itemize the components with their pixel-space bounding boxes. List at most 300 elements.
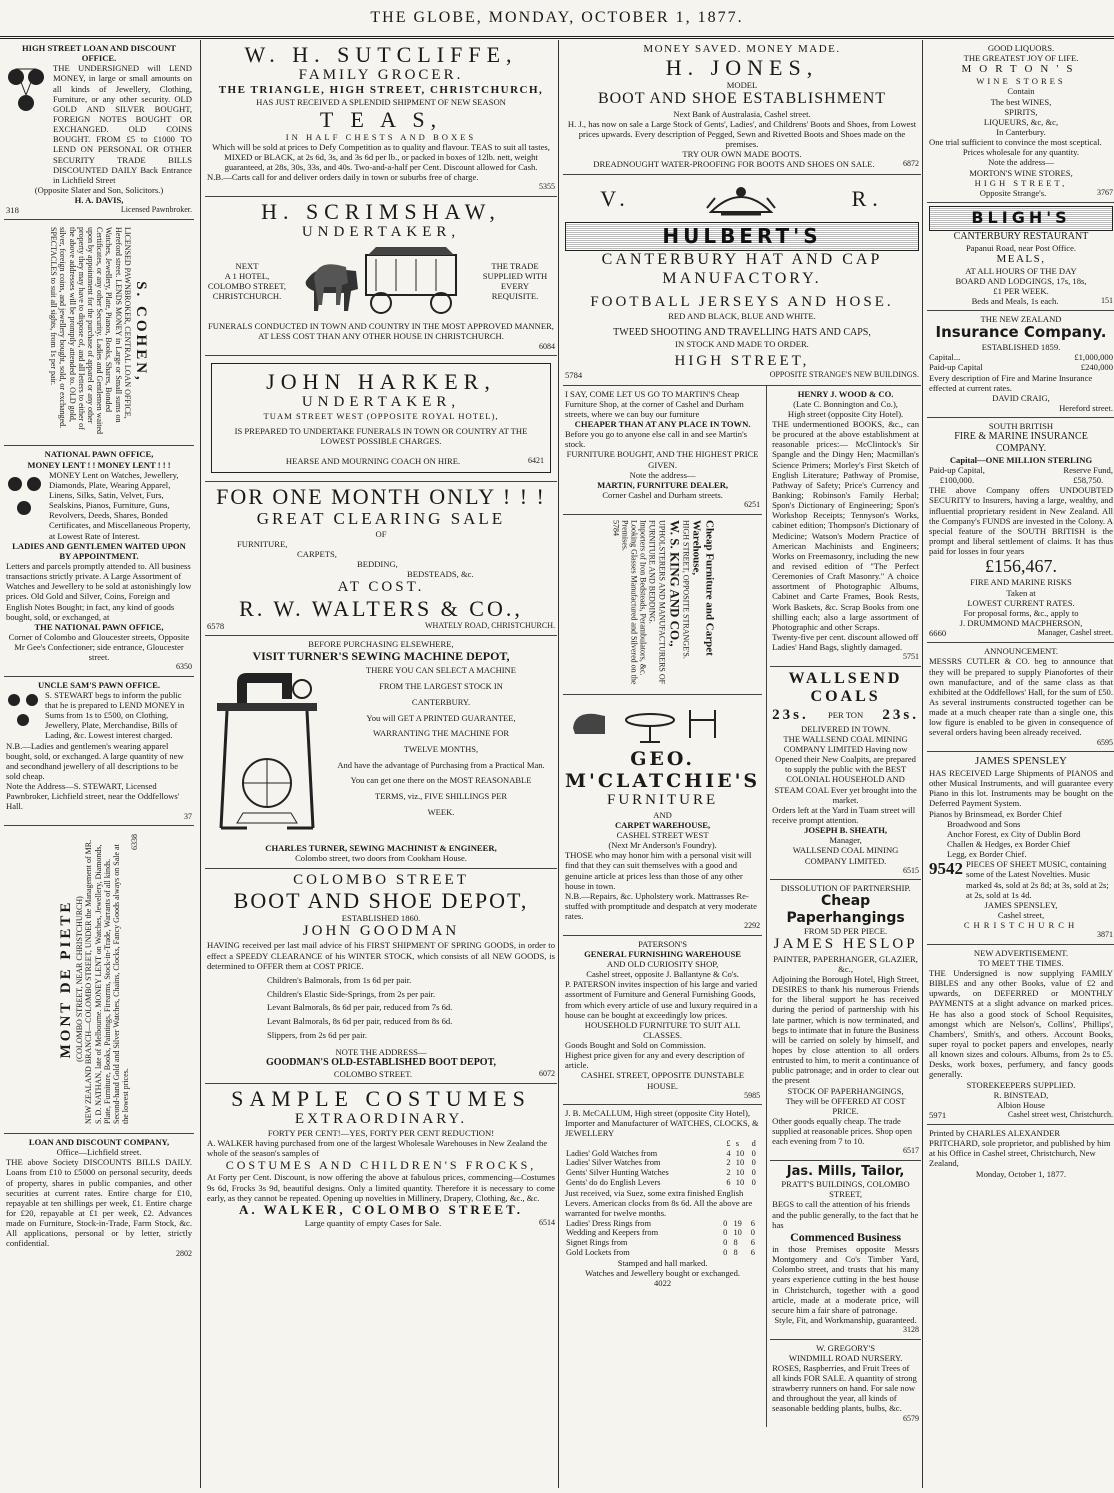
price-table — [565, 1139, 760, 1189]
ad-hulbert — [563, 175, 921, 386]
ad-before: Before you go to anyone else call in and see Martin's stock. — [565, 429, 747, 450]
ad-name: MARTIN, FURNITURE DEALER, — [597, 479, 729, 490]
ad-mills — [770, 1161, 921, 1340]
ad-title: FURNITURE — [606, 792, 719, 809]
ad-per: PER TON — [827, 710, 864, 721]
ad-mont-de-piete — [4, 826, 194, 1134]
ad-walters — [205, 482, 557, 636]
ad-name: JOHN HARKER, — [266, 369, 496, 395]
ad-mtitle: Manager, Cashel street. — [1037, 628, 1113, 638]
ad-cutler — [927, 643, 1114, 752]
ad-name: JAMES HESLOP — [773, 936, 918, 953]
ad-body2: in those Premises opposite Messrs Montgomery and Co's Timber Yard, Colombo street, and trusts that his many years experience cutting in the best house in Christchurch, together with a good article, made at a moderate price, will secure him a fair share of patronage. — [772, 1244, 919, 1315]
imprint-date: Monday, October 1, 1877. — [975, 1168, 1067, 1179]
column-3 — [558, 40, 921, 1488]
ad-ref: 3871 — [1097, 930, 1113, 940]
ad-body: HAS RECEIVED Large Shipments of PIANOS and other Musical Instruments, and will guarantee every Piano in this lot. Instruments may be bought on the Deferred Payment System. — [929, 767, 1113, 809]
ad-sutcliffe — [205, 40, 557, 197]
ad-importers: Importers of Iron Bedsteads, Perambulators, &c. — [638, 519, 648, 676]
ad-list-item: Broadwood and Sons — [947, 818, 1021, 829]
ad-ref: 6514 — [539, 1217, 555, 1227]
ad-heading: NATIONAL PAWN OFFICE, — [44, 449, 154, 460]
ad-address: Next Bank of Australasia, Cashel street. — [673, 108, 811, 119]
ad-line: And have the advantage of Purchasing from a Practical Man. — [337, 759, 545, 770]
ad-discount: Twenty-five per cent. discount allowed off Ladies' Hand Bags, slightly damaged. — [772, 632, 919, 653]
ad-bligh — [927, 203, 1114, 311]
ad-pianos: Pianos by Brinsmead, ex Border Chief — [929, 808, 1062, 819]
side-line: SUPPLIED WITH — [482, 271, 548, 282]
ad-item: BEDSTEADS, &c. — [407, 569, 474, 580]
ad-sub: Office—Lichfield street. — [56, 1147, 142, 1158]
ad-street: HIGH STREET, — [674, 353, 810, 370]
ad-cheaper: CHEAPER THAN AT ANY PLACE IN TOWN. — [574, 419, 751, 430]
ad-addr1: MORTON'S WINE STORES, — [969, 167, 1073, 178]
ad-body: MESSRS CUTLER & CO. beg to announce that they will be prepared to supply Pianofortes of their own manufacture, and of the same class as that exhibited at the Oddfellows' Hall, for the sum of £50. As several instruments constructed together can be made at a much cheaper rate than a single one, this low figure is enabled to be given in consequence of several orders having been already received. — [929, 656, 1113, 738]
ad-est: ESTABLISHED 1859. — [981, 342, 1061, 353]
ad-note: (Opposite Slater and Son, Solicitors.) — [34, 184, 164, 195]
ad-address: Cashel street west, Christchurch. — [1007, 1109, 1113, 1119]
ad-wood — [770, 386, 921, 667]
ad-item: CARPETS, — [297, 549, 337, 560]
ad-body: IS PREPARED TO UNDERTAKE FUNERALS IN TOWN OR COUNTRY AT THE LOWEST POSSIBLE CHARGES. — [234, 425, 528, 446]
ad-south-british — [927, 418, 1114, 643]
ad-heading: LOAN AND DISCOUNT COMPANY, — [28, 1137, 170, 1148]
ad-address: GOODMAN'S OLD-ESTABLISHED BOOT DEPOT, — [265, 1056, 497, 1068]
ad-name: W. S. KING AND CO., — [666, 519, 682, 647]
ad-price: 23s. — [772, 706, 809, 723]
ad-heading: ANNOUNCEMENT. — [983, 646, 1059, 657]
ad-address: High street (opposite City Hotel). — [787, 408, 904, 419]
ad-highest: Highest price given for any and every description of article. — [565, 1050, 745, 1071]
ad-amount: £156,467. — [985, 556, 1057, 577]
ad-ref: 5784 — [610, 519, 620, 536]
ad-item: LIQUEURS, &c, &c, — [983, 116, 1059, 127]
table-row: Ladies' Silver Watches from 2 10 0 — [566, 1158, 756, 1168]
ad-harker — [205, 356, 557, 482]
ad-title: CANTERBURY HAT AND CAP MANUFACTORY. — [601, 251, 883, 287]
masthead-title: THE GLOBE, MONDAY, OCTOBER 1, 1877. — [0, 0, 1114, 39]
ad-body: ROSES, Raspberries, and Fruit Trees of all kinds FOR SALE. A quantity of strong strawberry runners on hand. For sale now and throughout the year, all kinds of seasonable bedding plants, bulbs, &c. — [772, 1362, 917, 1414]
ad-house: Albion House — [997, 1099, 1045, 1110]
ad-of: OF — [375, 528, 387, 539]
ad-list-item: Anchor Forest, ex City of Dublin Bord — [947, 828, 1081, 839]
ad-ref: 2802 — [176, 1248, 192, 1258]
ad-manager: J. DRUMMOND MACPHERSON, — [959, 618, 1083, 629]
ad-title: Licensed Pawnbroker. — [120, 205, 192, 215]
ad-body: THE WALLSEND COAL MINING COMPANY LIMITED Having now Opened their New Coalpits, are prepared to supply the public with the BEST COLONIAL HOUSEHOLD AND STEAM COAL Ever yet brought into the market. — [774, 733, 917, 805]
ad-ref: 6515 — [903, 865, 919, 875]
ad-addr3: Opposite Strange's. — [979, 187, 1047, 198]
table-header: £ — [726, 1138, 731, 1148]
ad-and: AND — [653, 809, 672, 820]
ad-body: MONEY Lent on Watches, Jewellery, Diamonds, Plate, Wearing Apparel, Linens, Silks, Satin, Velvet, Furs, Sealskins, Pianos, Furniture, Guns, Revolvers, Deeds, Shares, Bonded Certificates, and Miscellaneous Property, at Lowest Rate of Interest. — [49, 469, 191, 541]
ad-ref: 6660 — [929, 628, 947, 639]
side-line: COLOMBO STREET, — [207, 281, 287, 292]
ad-list-item: Legg, ex Border Chief. — [947, 849, 1027, 860]
ad-new: NEW ADVERTISEMENT. — [973, 947, 1069, 958]
ad-contain: Contain — [1007, 86, 1035, 97]
ad-ref: 4022 — [653, 1278, 672, 1289]
ad-cohen — [4, 220, 194, 446]
ad-store: STOREKEEPERS SUPPLIED. — [966, 1079, 1076, 1090]
ad-title: MONT DE PIETE — [58, 899, 75, 1059]
ad-ref: 6350 — [176, 662, 192, 672]
ad-board: BOARD AND LODGINGS, 17s, 18s, — [955, 275, 1087, 286]
ad-ref: 6084 — [539, 341, 555, 351]
ad-scrimshaw — [205, 197, 557, 356]
ad-list-item: Levant Balmorals, 8s 6d per pair, reduced from 8s 6d. — [267, 1016, 453, 1027]
ad-commenced: Commenced Business — [790, 1229, 902, 1244]
ad-address: Note the Address—S. STEWART, Licensed Pawnbroker, Lichfield street, near the Oddfellows' Hall. — [6, 781, 180, 812]
ad-name: JOHN GOODMAN — [302, 923, 460, 940]
ad-address: CASHEL STREET WEST — [616, 829, 709, 840]
ad-city: CHRISTCHURCH — [963, 920, 1079, 931]
ad-colors: RED AND BLACK, BLUE AND WHITE. — [668, 311, 816, 322]
ad-nb: N.B.—Ladies and gentlemen's wearing apparel bought, sold, or exchanged. A large quantity of new and secondhand jewellery of all descriptions to be sold cheap. — [6, 740, 184, 782]
ad-sub: AND OLD CURIOSITY SHOP, — [606, 958, 719, 969]
ad-body: THOSE who may honor him with a personal visit will find that they can suit themselves with a good and genuine article at prices less than those of any other house in town. — [565, 850, 752, 891]
ad-ref: 6872 — [903, 159, 919, 169]
ad-list-item: Children's Elastic Side-Springs, from 2s per pair. — [267, 988, 436, 999]
ad-item: In Canterbury. — [996, 126, 1046, 137]
ad-body: Adjoining the Borough Hotel, High Street, DESIRES to thank his numerous Friends for the liberal support he has received during the period of partnership with his late partner, which is now terminated, and begs to intimate that in future the Business will be carried on solely by himself, and hopes by close attention to all orders entrusted to him, to merit a continuance of public patronage; and in order to clear out the present — [772, 974, 919, 1086]
ad-davis — [4, 40, 194, 220]
ad-from: FROM 5D PER PIECE. — [804, 926, 888, 937]
ad-goodman — [205, 869, 557, 1084]
ad-offered: They will be OFFERED AT COST PRICE. — [785, 1095, 906, 1116]
rotated-block — [6, 223, 192, 441]
ad-name: R. W. WALTERS & CO., — [239, 595, 523, 621]
ad-meals: MEALS, — [996, 252, 1046, 265]
ad-address: Papanui Road, near Post Office. — [965, 242, 1077, 253]
ad-late: (Late C. Bonnington and Co.), — [793, 398, 898, 409]
ad-body2: Letters and parcels promptly attended to. All business transactions strictly private. A Large Assortment of Watches and Jewellery to be sold at astonishingly low prices. Old Gold and Silver, Coins, Foreign and English Notes Bought; in fact, any kind of goods bought, sold, or exchanged, at — [6, 560, 192, 622]
ad-count: 9542 — [929, 859, 963, 879]
ad-ref: 5784 — [565, 370, 583, 381]
ad-body: Every description of Fire and Marine Insurance effected at current rates. — [929, 372, 1093, 393]
hearse-illustration — [296, 241, 466, 321]
ad-body2: At Forty per Cent. Discount, is now offering the above at fabulous prices, commencing—Costumes 9s 6d, Frocks 3s 9d, beautiful designs. Only a limited quantity. Therefore it is necessary to come early, as they cannot be repeated. Opening up novelties in Millinery, Drapery, Clothing, &c., &c. — [207, 1172, 555, 1203]
ad-name: Jas. Mills, Tailor, — [786, 1163, 905, 1179]
ad-ref: 2292 — [744, 921, 761, 931]
ad-body: THE above Society DISCOUNTS BILLS DAILY. Loans from £10 to £5000 on personal security, deeds of property, shares in public companies, and other securities at current rates. Entire charge for £10, repayable at ten shillings per week, £1. Entire charge for £20, repayable at £1 per week, £2. Advances made on Furniture, Stock-in-Trade, Farm Stock, &c. All applications, personal or by letter, strictly confidential. — [6, 1157, 192, 1249]
ad-stock: STOCK OF PAPERHANGINGS, — [787, 1085, 904, 1096]
ad-costumes: COSTUMES AND CHILDREN'S FROCKS, — [225, 1157, 537, 1172]
ad-king — [563, 515, 762, 695]
ad-trial: One trial sufficient to convince the most sceptical. — [929, 137, 1102, 148]
ad-name: HENRY J. WOOD & CO. — [797, 388, 894, 399]
ad-title: Insurance Company. — [935, 323, 1107, 342]
ad-sub: (COLOMBO STREET, NEAR CHRISTCHURCH) — [75, 896, 85, 1062]
ad-body: I SAY, COME LET US GO TO MARTIN'S Cheap Furniture Shop, at the corner of Cashel and Durham streets, where we can buy our furniture — [565, 388, 744, 419]
ad-spensley — [927, 752, 1114, 945]
ad-stamped: Stamped and hall marked. — [617, 1258, 708, 1269]
ad-hours: AT ALL HOURS OF THE DAY — [965, 265, 1077, 276]
ad-top: MONEY SAVED. MONEY MADE. — [643, 43, 841, 55]
ad-heading: UNCLE SAM'S PAWN OFFICE. — [37, 679, 161, 690]
ad-name: CHARLES TURNER, SEWING MACHINIST & ENGINEER, — [265, 843, 497, 854]
ad-ref: 6578 — [207, 620, 225, 631]
ad-line: TWELVE MONTHS, — [403, 743, 479, 754]
ad-reserve-label: Reserve Fund, — [1063, 464, 1113, 475]
ad-ref: 6251 — [744, 500, 761, 510]
ad-name: A. WALKER, COLOMBO STREET. — [238, 1201, 524, 1217]
ad-glass: Looking Glasses Manufactured and Silvered on the Premises. — [619, 519, 638, 685]
pawnbroker-balls-icon — [6, 470, 46, 528]
ad-paid-label: Paid-up Capital, — [929, 464, 985, 475]
ad-capital-label: Capital... — [929, 352, 961, 363]
ad-gregory — [770, 1340, 921, 1427]
ad-title: UNDERTAKER, — [301, 394, 461, 411]
ad-body: H. J., has now on sale a Large Stock of Gents', Ladies', and Childrens' Boots and Shoes, from Lowest prices upwards. Every description of Pegged, Sewn and Rivetted Boots and Shoes made on the premises. — [567, 118, 917, 150]
ad-name: H. JONES, — [665, 54, 819, 80]
ad-body: P. PATERSON invites inspection of his large and varied assortment of Furniture and General Furnishing Goods, from which every article of use and luxury required in a house can be bought at exceedingly low prices. — [565, 979, 758, 1020]
furniture-illustration — [565, 698, 735, 748]
ad-body: S. STEWART begs to inform the public that he is prepared to LEND MONEY in Sums from 1s to £500, on Clothing, Jewellery, Plate, Merchandise, Bills of Lading, &c. Lowest interest charged. — [45, 689, 185, 741]
side-line: EVERY — [500, 281, 530, 292]
ad-ref: 6338 — [130, 834, 140, 851]
ad-body: Which will be sold at prices to Defy Competition as to quality and flavour. TEAS to suit all tastes, MIXED or BLACK, at 2s 6d, 3s, and 3s 6d per lb., or packed in boxes of 12lb. nett, weight guaranteed, at 28s, 30s, 33s, and 40s. Two-and-a-half per Cent. Discount allowed for Cash. — [212, 141, 550, 173]
ad-address: Corner of Colombo and Gloucester streets, Opposite Mr Gee's Confectioner; side entrance, Gloucester street. — [8, 631, 190, 663]
ad-cases: Large quantity of empty Cases for Sale. — [304, 1217, 442, 1228]
ad-cost: AT COST. — [337, 579, 425, 596]
ad-heslop — [770, 880, 921, 1161]
ad-risks: FIRE AND MARINE RISKS — [970, 577, 1072, 588]
ad-jones — [563, 40, 921, 175]
ad-prices: Prices wholesale for any quantity. — [962, 147, 1080, 158]
ad-heading: HIGH STREET LOAN AND DISCOUNT OFFICE. — [21, 43, 177, 64]
ad-name: S. COHEN, — [132, 281, 149, 384]
ad-capital: Capital—ONE MILLION STERLING — [949, 454, 1093, 465]
ad-model: MODEL — [726, 80, 758, 91]
ad-paid-value: £100,000. — [939, 475, 975, 486]
ad-ref: 6072 — [539, 1068, 555, 1078]
side-line: NEXT — [235, 261, 259, 272]
ad-paterson — [563, 936, 762, 1106]
ad-body: THE Undersigned is now supplying FAMILY BIBLES and any other Books, value of £2 and upwards, on DEFERRED or MONTHLY PAYMENTS at a slight advance on marked prices. He has also a good stock of School Requisites, amongst which are Nelson's, Collins', Phillips', Chambers', Smith's, and others. Account Books, super royal to pocket papers and envelopes, nearly all known sizes and colours. Albums, from 2s to £5. Desks, work boxes, perfumery, and fancy goods generally. — [929, 967, 1113, 1080]
ad-line: THERE YOU CAN SELECT A MACHINE — [366, 665, 516, 676]
ad-next: (Next Mr Anderson's Foundry). — [608, 840, 717, 851]
ad-headline: VISIT TURNER'S SEWING MACHINE DEPOT, — [252, 649, 510, 664]
ad-mid: Just received, via Suez, some extra finished English Levers. American clocks from 8s 6d. All the above are warranted for twelve months. — [565, 1188, 753, 1219]
table-row: Ladies' Gold Watches from 4 10 0 — [566, 1148, 756, 1158]
rotated-block — [565, 518, 760, 690]
ad-agent: DAVID CRAIG, — [992, 392, 1050, 403]
ad-body: BEGS to call the attention of his friends and the public generally, to the fact that he has — [772, 1199, 919, 1230]
ad-line: TERMS, viz., FIVE SHILLINGS PER — [375, 791, 507, 802]
ad-name: H. SCRIMSHAW, — [261, 198, 501, 224]
ad-ref: 6579 — [903, 1413, 919, 1423]
ad-ref: 5985 — [744, 1090, 761, 1100]
ad-title: WALLSEND COALS — [788, 669, 903, 706]
ad-ref: 318 — [6, 205, 19, 216]
ad-line: WARRANTING THE MACHINE FOR — [372, 728, 510, 739]
ad-address: COLOMBO STREET. — [333, 1068, 413, 1079]
ad-loan — [4, 1134, 194, 1262]
ad-taken: Taken at — [1006, 587, 1036, 598]
ad-binstead — [927, 945, 1114, 1125]
ad-mccallum — [563, 1105, 762, 1292]
ad-name: H. A. DAVIS, — [74, 195, 124, 206]
table-header: d — [751, 1138, 756, 1148]
ad-week: £1 PER WEEK. — [993, 286, 1049, 296]
ad-trade: PAINTER, PAPERHANGER, GLAZIER, &c., — [773, 953, 918, 974]
ad-sub: WINE STORES — [976, 76, 1066, 87]
ad-heading: TO MEET THE TIMES. — [978, 957, 1064, 968]
ad-list-item: Challen & Hedges, ex Border Chief — [947, 838, 1071, 849]
ad-name: GEO. M'CLATCHIE'S — [565, 747, 761, 793]
ad-address: HIGH STREET, OPPOSITE STRANGE'S. — [680, 519, 690, 659]
ad-sheet: PIECES OF SHEET MUSIC, containing some of the Latest Novelties. Music marked 4s, sold at 2s 8d; at 3s, sold at 2s; at 2s, sold at 1s 4d. — [966, 859, 1109, 900]
ad-tweed: TWEED SHOOTING AND TRAVELLING HATS AND CAPS, — [613, 327, 871, 339]
ad-body: THE above Company offers UNDOUBTED SECURITY to Insurers, having a large, wealthy, and influential proprietary resident in New Zealand. All the Company's FUNDS are invested in the Colony. A special feature of the SOUTH BRITISH is the prompt and liberal settlement of claims. It has thus paid for losses in four years — [929, 485, 1113, 557]
table-row: Wedding and Keepers from 0 10 0 — [566, 1228, 755, 1238]
ad-wallsend — [770, 667, 921, 880]
ad-body: HAVING received per last mail advice of his FIRST SHIPMENT OF SPRING GOODS, in order to effect a SPEEDY CLEARANCE of his WINTER STOCK, which consists of all NEW GOODS, is determined to OFFER them at COST PRICE. — [207, 940, 555, 971]
ad-ref: 3767 — [1097, 187, 1113, 197]
ad-manager: JOSEPH B. SHEATH, — [804, 825, 888, 836]
ad-heading: PATERSON'S — [638, 938, 688, 949]
ad-heading: GOOD LIQUORS. — [987, 43, 1055, 53]
ad-addr: Cashel street, — [997, 909, 1045, 920]
ad-hearse: HEARSE AND MOURNING COACH ON HIRE. — [285, 455, 461, 466]
ad-note: Note the address— — [629, 469, 696, 480]
ad-ref: 37 — [184, 811, 192, 821]
ad-other: Other goods equally cheap. The trade supplied at reasonable prices. Shop open each evening from 7 to 10. — [772, 1115, 913, 1147]
ad-joy: THE GREATEST JOY OF LIFE. — [963, 53, 1079, 64]
ad-name: W. H. SUTCLIFFE, — [244, 42, 518, 67]
ad-forty: FORTY PER CENT!—YES, FORTY PER CENT REDUCTION! — [267, 1128, 495, 1139]
ad-name: R. BINSTEAD, — [993, 1089, 1049, 1100]
table-row: Signet Rings from 0 8 6 — [566, 1238, 755, 1248]
ad-body: LICENSED PAWNBROKER, CENTRAL LOAN OFFICE, Hereford street. LENDS MONEY in Large or Small sums on Watches, Jewellery, Plate, Pianos, Books, Shares, Bonded Certificates, or any other Security. Ladies and Gentlemen waited upon by appointment for the purchase of apparel or any other property they may have to dispose of, and all letters to either of the above addresses will be promptly attended to. OLD gold, silver, foreign coins, and jewellery bought, sold, or exchanged. SPECTACLES to suit all sights, from 1s per pair. — [49, 227, 132, 435]
ad-line: WEEK. — [427, 806, 455, 817]
ad-headline: FOR ONE MONTH ONLY ! ! ! — [216, 484, 546, 510]
table-header: s — [735, 1138, 740, 1148]
ad-address: PRATT'S BUILDINGS, COLOMBO STREET, — [781, 1179, 910, 1200]
ad-address: Corner Cashel and Durham streets. — [602, 490, 723, 501]
ad-sale: GREAT CLEARING SALE — [256, 509, 506, 529]
ad-intro: HAS JUST RECEIVED A SPLENDID SHIPMENT OF NEW SEASON — [256, 97, 506, 108]
royal-crest-icon — [701, 178, 781, 222]
table-row: Gents' do do English Levers 6 10 0 — [566, 1178, 756, 1188]
ad-name: JAMES SPENSLEY — [975, 755, 1067, 768]
ad-address: Hereford street. — [1059, 402, 1113, 413]
ad-name: HULBERT'S — [565, 222, 919, 252]
ad-v: V. — [600, 186, 631, 212]
price-table — [565, 1219, 760, 1259]
ad-address: WHATELY ROAD, CHRISTCHURCH. — [424, 620, 555, 630]
column-1 — [4, 40, 194, 1488]
ad-item: The best WINES, — [990, 96, 1052, 107]
side-line: THE TRADE — [491, 261, 539, 272]
ad-body: A. WALKER having purchased from one of the largest Wholesale Warehouses in New Zealand the whole of the season's samples of — [207, 1138, 548, 1159]
ad-style: Style, Fit, and Workmanship, guaranteed. — [774, 1315, 917, 1325]
column-4 — [922, 40, 1114, 1488]
ad-teas: T E A S, — [319, 106, 443, 132]
ad-addr2: HIGH STREET, — [974, 177, 1068, 188]
table-row: Ladies' Dress Rings from 0 19 6 — [566, 1218, 755, 1228]
side-line: REQUISITE. — [491, 291, 539, 302]
ad-name: W. GREGORY'S — [816, 1342, 876, 1353]
ad-carpet: CARPET WAREHOUSE, — [614, 819, 711, 830]
ad-beds: Beds and Meals, 1s each. — [971, 296, 1059, 307]
ad-item: SPIRITS, — [1004, 106, 1038, 117]
side-line: A 1 HOTEL, — [224, 271, 270, 282]
ad-title: MORTON'S — [961, 63, 1081, 76]
ad-body: FUNERALS CONDUCTED IN TOWN AND COUNTRY IN THE MOST APPROVED MANNER, AT LESS COST THAN ANY OTHER HOUSE IN CHRISTCHURCH. — [208, 321, 554, 342]
ad-reserve-value: £58,750. — [1073, 475, 1104, 486]
ad-nb: N.B.—Carts call for and deliver orders daily in town or suburbs free of charge. — [207, 172, 479, 183]
ad-household: HOUSEHOLD FURNITURE TO SUIT ALL CLASSES. — [584, 1019, 741, 1040]
ad-heading: SOUTH BRITISH — [988, 421, 1054, 432]
ad-ref: 5355 — [539, 182, 555, 192]
ad-title: BOOT AND SHOE DEPOT, — [233, 887, 529, 913]
ad-title: FIRE & MARINE INSURANCE COMPANY. — [954, 431, 1088, 455]
ad-name: BLIGH'S — [929, 206, 1113, 231]
ad-sig: JAMES SPENSLEY, — [984, 899, 1058, 910]
ad-uncle-sam — [4, 677, 194, 826]
ad-address: THE TRIANGLE, HIGH STREET, CHRISTCHURCH, — [218, 84, 544, 97]
pawnbroker-balls-icon — [6, 690, 42, 732]
ad-address: TUAM STREET WEST (OPPOSITE ROYAL HOTEL), — [263, 411, 499, 422]
ad-national — [4, 446, 194, 676]
ad-football: FOOTBALL JERSEYS AND HOSE. — [590, 293, 894, 310]
imprint — [927, 1125, 1114, 1183]
ad-price: 23s. — [882, 706, 919, 723]
ad-list-item: Levant Balmorals, 8s 6d per pair, reduced from 7s 6d. — [267, 1002, 453, 1013]
ad-repair: Watches and Jewellery bought or exchanged. — [585, 1268, 741, 1279]
ad-ref: 3128 — [903, 1325, 919, 1335]
ad-proposal: For proposal forms, &c., apply to — [963, 607, 1079, 618]
ad-list-item: Slippers, from 2s 6d per pair. — [267, 1029, 368, 1040]
ad-before: BEFORE PURCHASING ELSEWHERE, — [308, 639, 454, 650]
rotated-block — [6, 829, 192, 1129]
ad-heading: COLOMBO STREET — [293, 871, 469, 888]
ad-opp: OPPOSITE STRANGE'S NEW BUILDINGS. — [769, 370, 919, 380]
ad-heading: THE NEW ZEALAND — [980, 314, 1062, 325]
ad-chests: IN HALF CHESTS AND BOXES — [285, 131, 477, 142]
table-row: Gold Lockets from 0 8 6 — [566, 1248, 755, 1258]
ad-orders: Orders left at the Yard in Tuam street will receive prompt attention. — [772, 804, 916, 826]
ad-nb: N.B.—Repairs, &c. Upholstery work. Mattrasses Re-stuffed with promptitude and despatch at very moderate rates. — [565, 890, 757, 922]
ad-dread: DREADNOUGHT WATER-PROOFING FOR BOOTS AND SHOES ON SALE. — [593, 159, 875, 170]
ad-sub: MONEY LENT ! ! MONEY LENT ! ! ! — [27, 459, 171, 470]
ad-title: UNDERTAKER, — [301, 224, 461, 241]
ad-ladies: LADIES AND GENTLEMEN WAITED UPON BY APPOINTMENT. — [12, 540, 186, 561]
ad-line: FROM THE LARGEST STOCK IN — [379, 681, 503, 692]
ad-sub: EXTRAORDINARY. — [294, 1110, 468, 1127]
ad-item: BEDDING, — [357, 559, 398, 570]
ad-ref: 151 — [1101, 296, 1113, 306]
ad-item: FURNITURE, — [237, 538, 288, 549]
column-2 — [200, 40, 557, 1488]
pawnbroker-balls-icon — [6, 63, 50, 125]
ad-goods: Goods Bought and Sold on Commission. — [565, 1040, 706, 1051]
ad-title: GENERAL FURNISHING WAREHOUSE — [584, 948, 742, 959]
ad-title: SAMPLE COSTUMES — [231, 1085, 531, 1111]
ad-line: You can get one there on the MOST REASONABLE — [350, 775, 532, 786]
ad-addr2: CASHEL STREET, OPPOSITE DUNSTABLE HOUSE. — [581, 1070, 745, 1091]
ad-title: Cheap Paperhangings — [786, 893, 905, 926]
ad-list-item: Children's Balmorals, from 1s 6d per pair. — [267, 974, 412, 985]
ad-note: Note the address— — [988, 157, 1054, 168]
ad-office: THE NATIONAL PAWN OFFICE, — [34, 621, 164, 632]
ad-sub: UPHOLSTERERS AND MANUFACTURERS OF FURNITURE AND BEDDING. — [647, 519, 666, 684]
sewing-machine-illustration — [207, 663, 327, 843]
ad-paid-label: Paid-up Capital — [929, 362, 983, 373]
ad-address: Cashel street, opposite J. Ballantyne & Co's. — [586, 969, 739, 980]
